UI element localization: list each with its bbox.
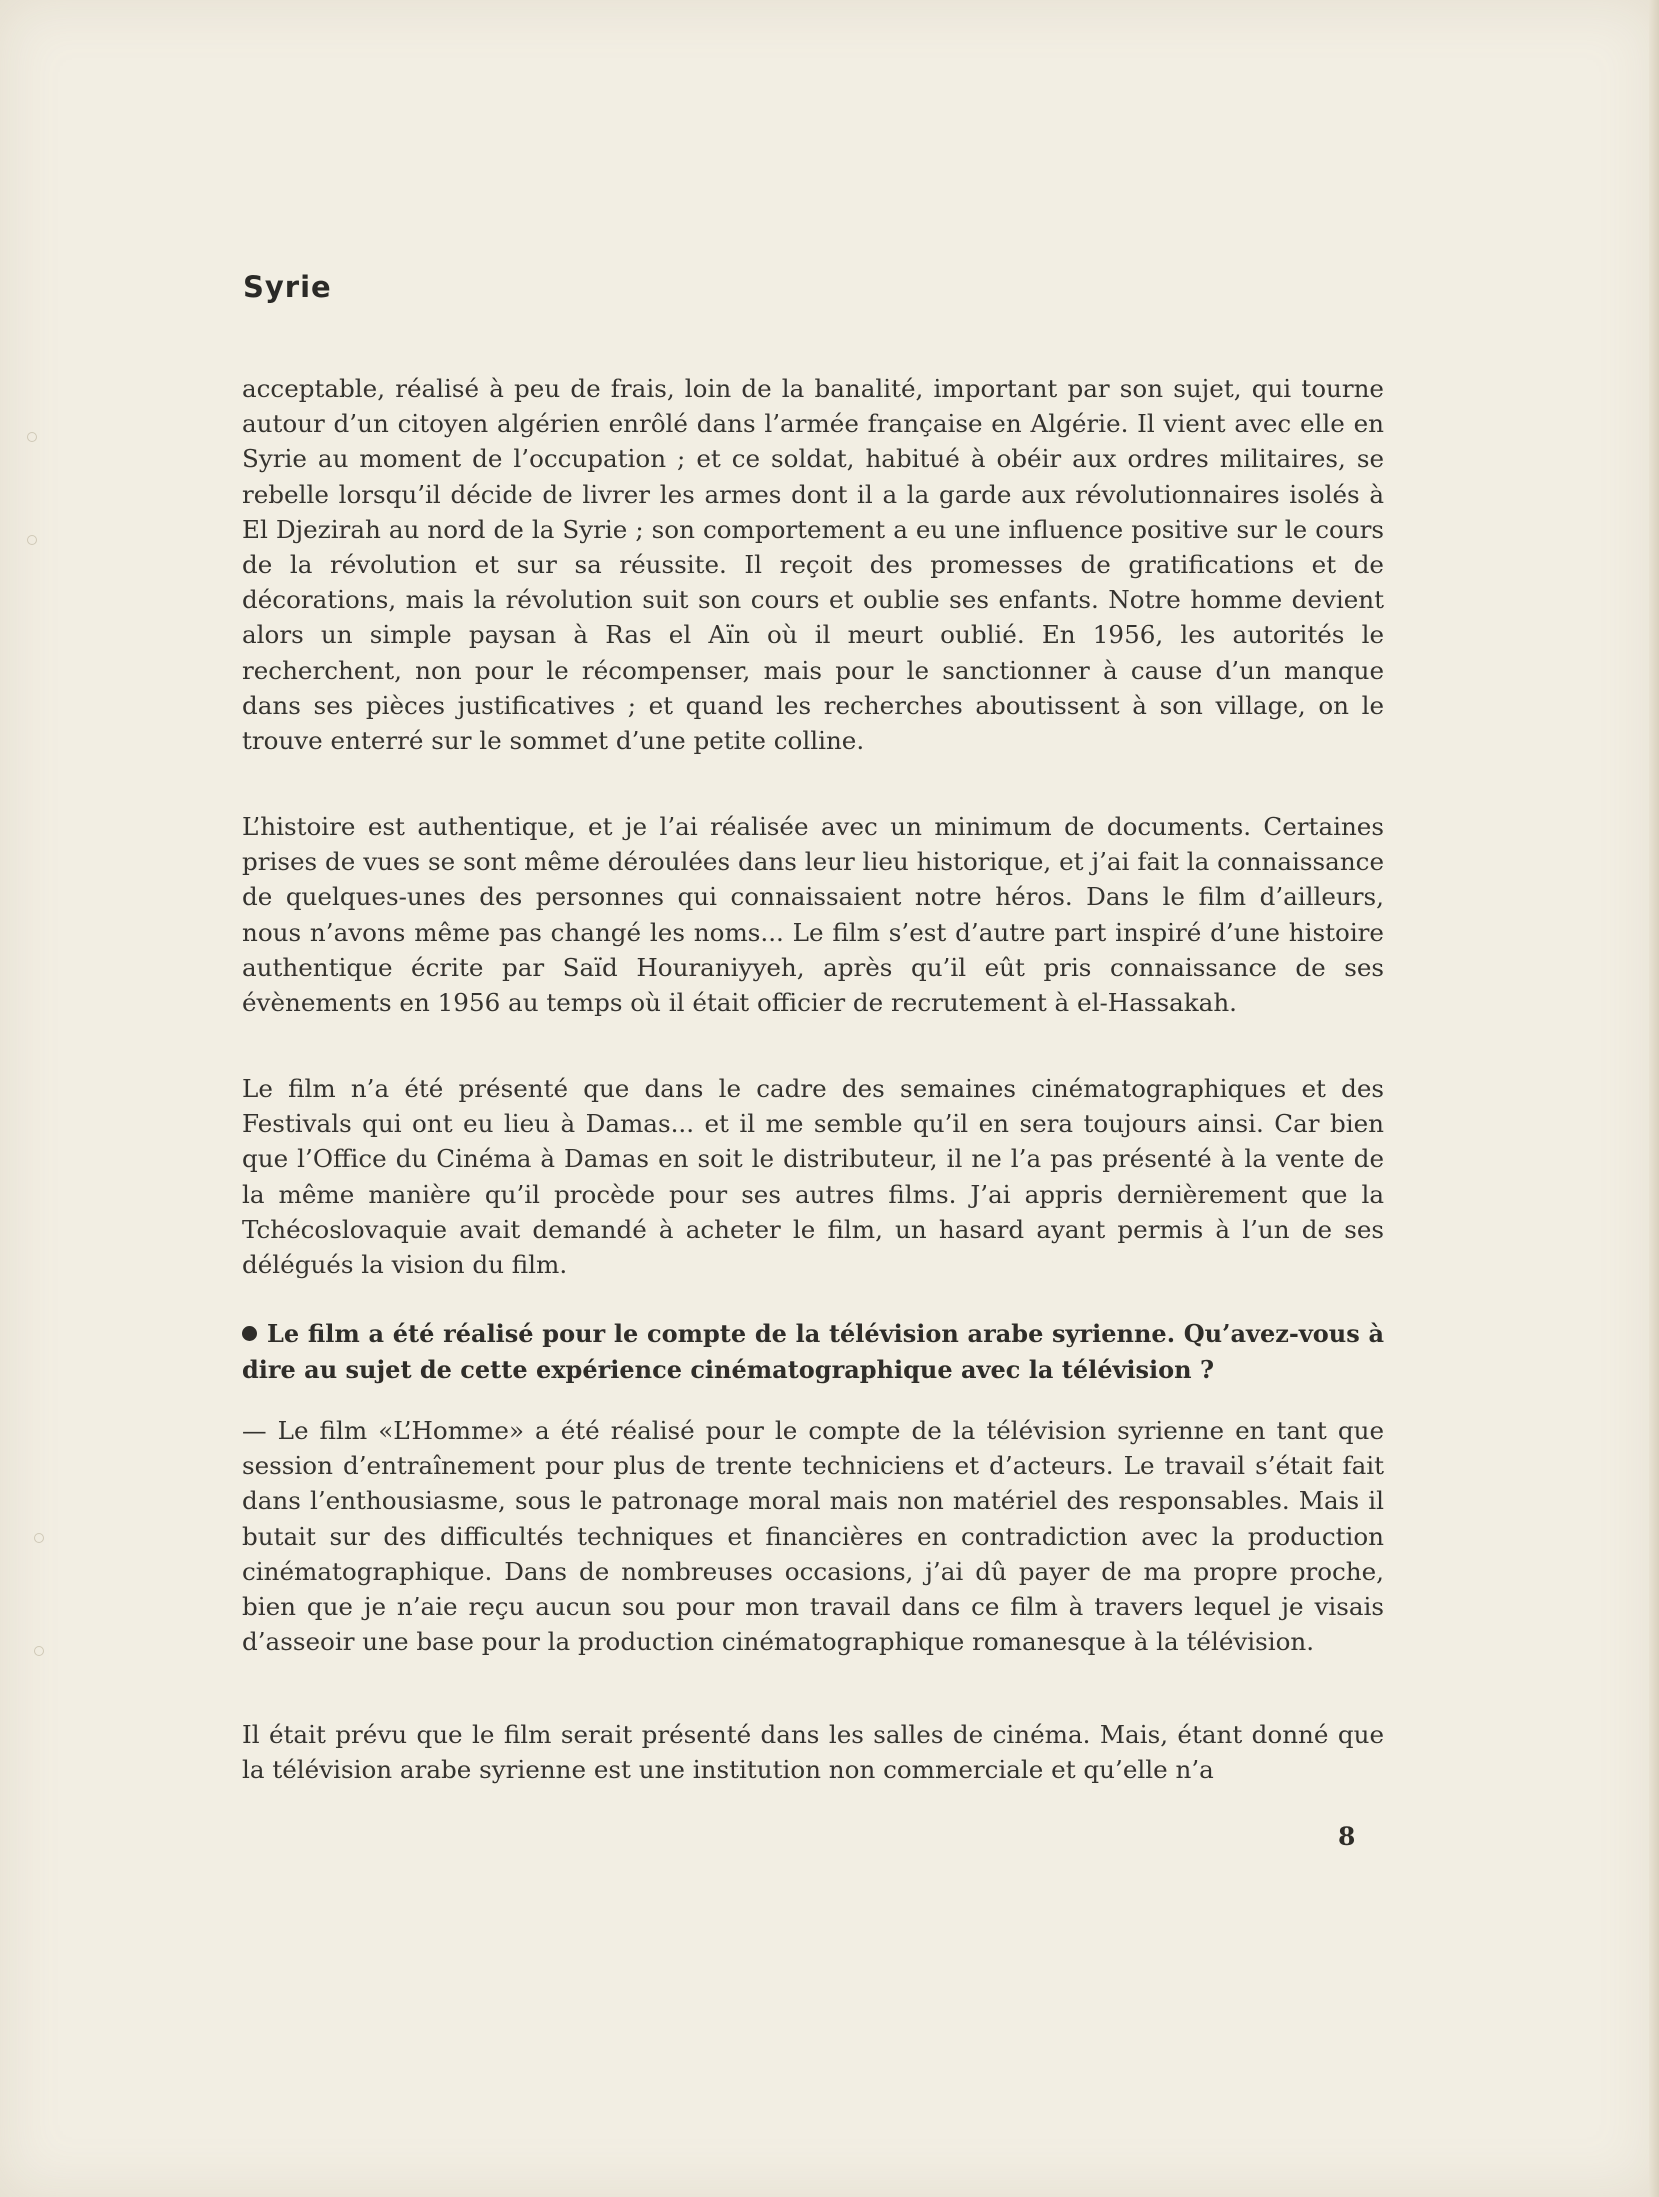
section-title: Syrie xyxy=(243,270,332,304)
page-number: 8 xyxy=(1338,1822,1356,1851)
punch-hole-mark xyxy=(27,432,37,442)
paragraph-3: Le film n’a été présenté que dans le cadre des semaines cinématographiques et des Festivals qui ont eu lieu à Damas... et il me semble qu’il en sera toujours ainsi. Car bien que l’Office du Cinéma à Damas en soit le distributeur, il ne l’a pas présenté à la vente de la même manière qu’il procède pour ses autres films. J’ai appris dernièrement que la Tchécoslovaquie avait demandé à acheter le film, un hasard ayant permis à l’un de ses délégués la vision du film. xyxy=(242,1074,1384,1280)
paragraph-1: acceptable, réalisé à peu de frais, loin de la banalité, important par son sujet, qui tourne autour d’un citoyen algérien enrôlé dans l’armée française en Algérie. Il vient avec elle en Syrie au moment de l’occupation ; et ce soldat, habitué à obéir aux ordres militaires, se rebelle lorsqu’il décide de livrer les armes dont il a la garde aux révolutionnaires isolés à El Djezirah au nord de la Syrie ; son comportement a eu une influence positive sur le cours de la révolution et sur sa réussite. Il reçoit des promesses de gratifications et de décorations, mais la révolution suit son cours et oublie ses enfants. Notre homme devient alors un simple paysan à Ras el Aïn où il meurt oublié. En 1956, les autorités le recherchent, non pour le récompenser, mais pour le sanctionner à cause d’un manque dans ses pièces justificatives ; et quand les recherches aboutissent à son village, on le trouve enterré sur le sommet d’une petite colline. xyxy=(242,374,1384,756)
answer-paragraph-2: Il était prévu que le film serait présenté dans les salles de cinéma. Mais, étant donné que la télévision arabe syrienne est une institution non commerciale et qu’elle n’a xyxy=(242,1720,1384,1785)
punch-hole-mark xyxy=(34,1533,44,1543)
page-edge-shadow xyxy=(1649,0,1659,2197)
interview-question xyxy=(242,1316,1384,1388)
paragraph-2: L’histoire est authentique, et je l’ai réalisée avec un minimum de documents. Certaines prises de vues se sont même déroulées dans leur lieu historique, et j’ai fait la connaissance de quelques-unes des personnes qui connaissaient notre héros. Dans le film d’ailleurs, nous n’avons même pas changé les noms... Le film s’est d’autre part inspiré d’une histoire authentique écrite par Saïd Houraniyyeh, après qu’il eût pris connaissance de ses évènements en 1956 au temps où il était officier de recrutement à el-Hassakah. xyxy=(242,812,1384,1018)
punch-hole-mark xyxy=(27,535,37,545)
punch-hole-mark xyxy=(34,1646,44,1656)
answer-paragraph-1: — Le film «L’Homme» a été réalisé pour le compte de la télévision syrienne en tant que session d’entraînement pour plus de trente techniciens et d’acteurs. Le travail s’était fait dans l’enthousiasme, sous le patronage moral mais non matériel des responsables. Mais il butait sur des difficultés techniques et financières en contradiction avec la production cinématographique. Dans de nombreuses occasions, j’ai dû payer de ma propre proche, bien que je n’aie reçu aucun sou pour mon travail dans ce film à travers lequel je visais d’asseoir une base pour la production cinématographique romanesque à la télévision. xyxy=(242,1416,1384,1657)
question-text: Le film a été réalisé pour le compte de la télévision arabe syrienne. Qu’avez-vous à dire au sujet de cette expérience cinématographique avec la télévision ? xyxy=(242,1319,1384,1384)
bullet-icon xyxy=(242,1326,257,1341)
